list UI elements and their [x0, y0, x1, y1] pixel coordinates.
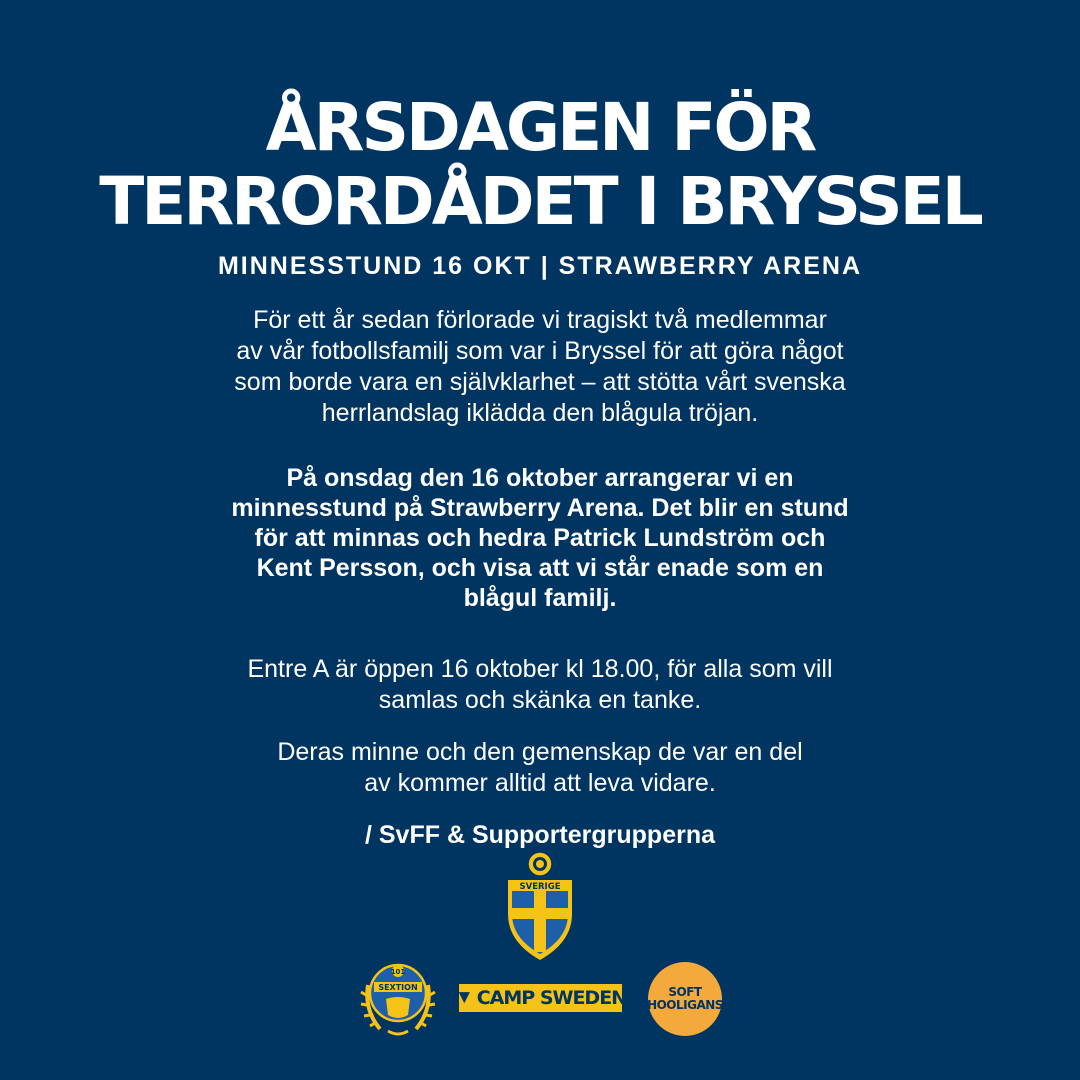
- paragraph-line: Entre A är öppen 16 oktober kl 18.00, för alla som vill: [247, 655, 833, 683]
- soft-hooligans-line2: HOOLIGANS: [647, 998, 723, 1012]
- sverige-crest-logo: [503, 850, 577, 962]
- camp-sweden-mark-icon: ▼: [454, 987, 474, 1008]
- camp-sweden-logo: [454, 984, 627, 1012]
- paragraph-memory: [140, 737, 940, 799]
- signature: / SvFF & Supportergrupperna: [364, 821, 716, 849]
- paragraph-line: samlas och skänka en tanke.: [378, 686, 702, 714]
- paragraph-line: av vår fotbollsfamilj som var i Bryssel för att göra något: [236, 337, 844, 365]
- paragraph-line: för att minnas och hedra Patrick Lundström och: [254, 524, 826, 552]
- paragraph-line: Kent Persson, och visa att vi står enade som en: [256, 554, 824, 582]
- paragraph-line: På onsdag den 16 oktober arrangerar vi en: [286, 464, 794, 492]
- paragraph-line: minnesstund på Strawberry Arena. Det blir en stund: [231, 494, 849, 522]
- paragraph-entrance: [140, 654, 940, 716]
- sextion-text: SEXTION: [378, 983, 418, 992]
- headline-line-2: TERRORDÅDET I BRYSSEL: [99, 163, 981, 240]
- headline-line-1: ÅRSDAGEN FÖR: [265, 89, 815, 166]
- sextion-number: 101: [390, 968, 406, 976]
- paragraph-line: blågul familj.: [463, 584, 617, 612]
- subheadline: MINNESSTUND 16 OKT | STRAWBERRY ARENA: [217, 252, 862, 280]
- crest-text: SVERIGE: [519, 882, 561, 892]
- paragraph-intro: [140, 305, 940, 429]
- paragraph-line: av kommer alltid att leva vidare.: [364, 769, 716, 797]
- sextion-logo: [358, 955, 438, 1039]
- paragraph-line: som borde vara en självklarhet – att stötta vårt svenska: [234, 368, 846, 396]
- soft-hooligans-logo: [648, 962, 722, 1036]
- paragraph-line: För ett år sedan förlorade vi tragiskt två medlemmar: [253, 306, 827, 334]
- paragraph-line: herrlandslag iklädda den blågula tröjan.: [321, 399, 759, 427]
- paragraph-event: [140, 463, 940, 613]
- camp-sweden-text: CAMP SWEDEN: [476, 987, 627, 1009]
- paragraph-line: Deras minne och den gemenskap de var en del: [277, 738, 803, 766]
- soft-hooligans-line1: SOFT: [668, 985, 702, 999]
